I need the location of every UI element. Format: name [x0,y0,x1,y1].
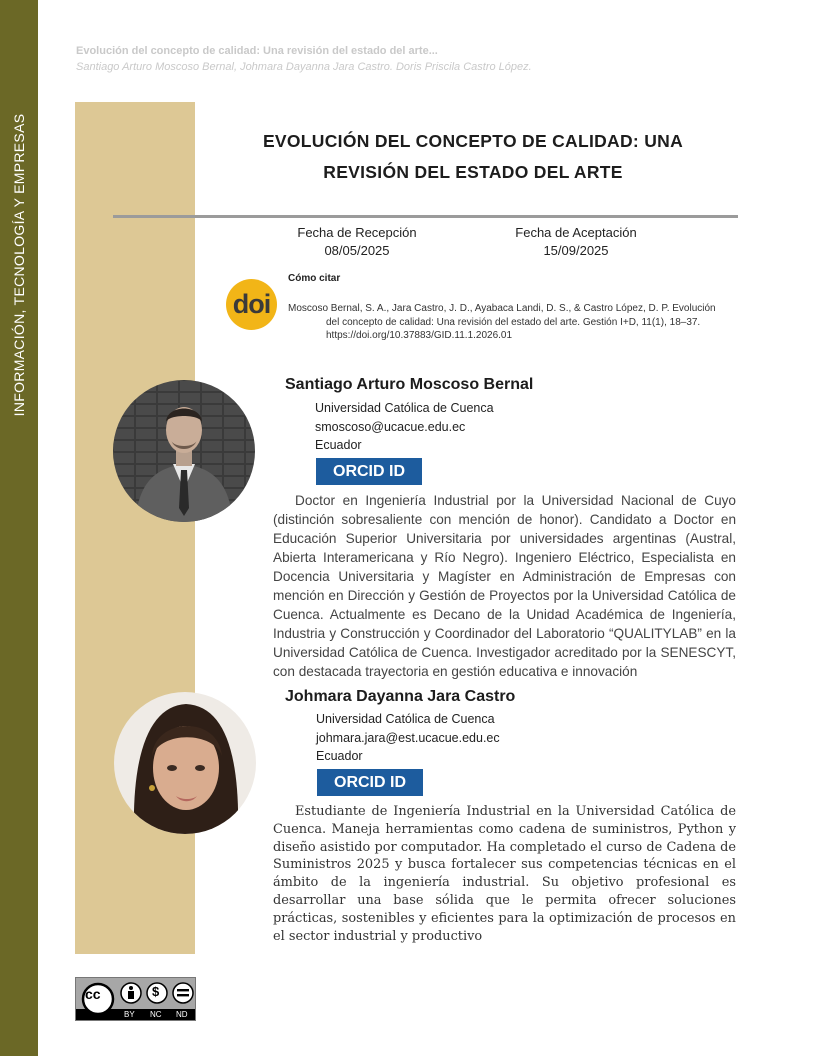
author-1-name: Santiago Arturo Moscoso Bernal [285,376,534,393]
article-title [215,126,731,188]
author-2-country: Ecuador [316,749,363,763]
citation-text [288,302,738,343]
running-header-authors: Santiago Arturo Moscoso Bernal, Johmara Dayanna Jara Castro. Doris Priscila Castro López. [76,61,532,73]
author-2-bio: Estudiante de Ingeniería Industrial en la Universidad Católica de Cuenca. Maneja herramientas como cadena de suministros, Python y diseño asistido por computador. Ha completado el curso de Cadena de Suministros 2025 y busca fortalecer sus competencias técnicas en el ámbito de la ingeniería industrial. Su objetivo profesional es desarrollar una base sólida que le permita ofrecer soluciones prácticas, sostenibles y eficientes para la optimización de procesos en el sector industrial y productivo [273,804,736,944]
author-1-affiliation [315,399,494,455]
author-1-bio: Doctor en Ingeniería Industrial por la Universidad Nacional de Cuyo (distinción sobresaliente con mención de honor). Candidato a Doctor en Educación Superior Universitaria por universidades argentinas (Austral, Abierta Interamericana y Río Negro). Ingeniero Eléctrico, Especialista en Docencia Universitaria y Magíster en Administración de Empresas con mención en Dirección y Gestión de Proyectos por la Universidad Católica de Cuenca. Actualmente es Decano de la Unidad Académica de Ingeniería, Industria y Construcción y Coordinador del Laboratorio “QUALITYLAB” en la Universidad Católica de Cuenca. Investigador acreditado por la SENESCYT, con destacada trayectoria en gestión educativa e innovación [273,493,736,679]
cc-license-badge[interactable] [75,977,196,1021]
license-nc: NC [150,1010,162,1019]
title-divider [113,215,738,218]
article-title-line2: REVISIÓN DEL ESTADO DEL ARTE [323,162,623,182]
license-by: BY [124,1010,135,1019]
left-sidebar-band [0,0,38,1056]
dollar-strike-icon: $ [152,984,160,999]
author-2-photo [114,692,256,834]
author-2-university: Universidad Católica de Cuenca [316,712,495,726]
cc-icon: cc [85,986,101,1002]
accepted-value: 15/09/2025 [543,243,609,258]
citation-line1: Moscoso Bernal, S. A., Jara Castro, J. D., Ayabaca Landi, D. S., & Castro López, D. P. Evolución [288,303,716,314]
citation-doi-link[interactable]: https://doi.org/10.37883/GID.11.1.2026.01 [326,330,513,341]
author-1-orcid-button[interactable]: ORCID ID [316,458,422,485]
author-1-photo [113,380,255,522]
doi-icon[interactable]: doi [226,279,277,330]
accepted-date-block [486,224,666,260]
author-2-orcid-button[interactable]: ORCID ID [317,769,423,796]
accepted-label: Fecha de Aceptación [515,225,637,240]
received-label: Fecha de Recepción [297,225,417,240]
author-2-email[interactable]: johmara.jara@est.ucacue.edu.ec [316,730,500,745]
author-2-name: Johmara Dayanna Jara Castro [285,688,516,705]
article-title-line1: EVOLUCIÓN DEL CONCEPTO DE CALIDAD: UNA [262,131,684,151]
author-2-affiliation [316,710,500,766]
citation-line2: del concepto de calidad: Una revisión del estado del arte. Gestión I+D, 11(1), 18–37. [326,316,701,328]
license-nd: ND [176,1010,188,1019]
author-1-university: Universidad Católica de Cuenca [315,401,494,415]
author-1-country: Ecuador [315,438,362,452]
received-value: 08/05/2025 [324,243,390,258]
running-header-title: Evolución del concepto de calidad: Una revisión del estado del arte... [76,45,438,57]
citation-label: Cómo citar [288,273,341,284]
journal-section-label: INFORMACIÓN, TECNOLOGÍA Y EMPRESAS [11,113,27,417]
received-date-block [267,224,447,260]
author-1-email[interactable]: smoscoso@ucacue.edu.ec [315,419,466,434]
